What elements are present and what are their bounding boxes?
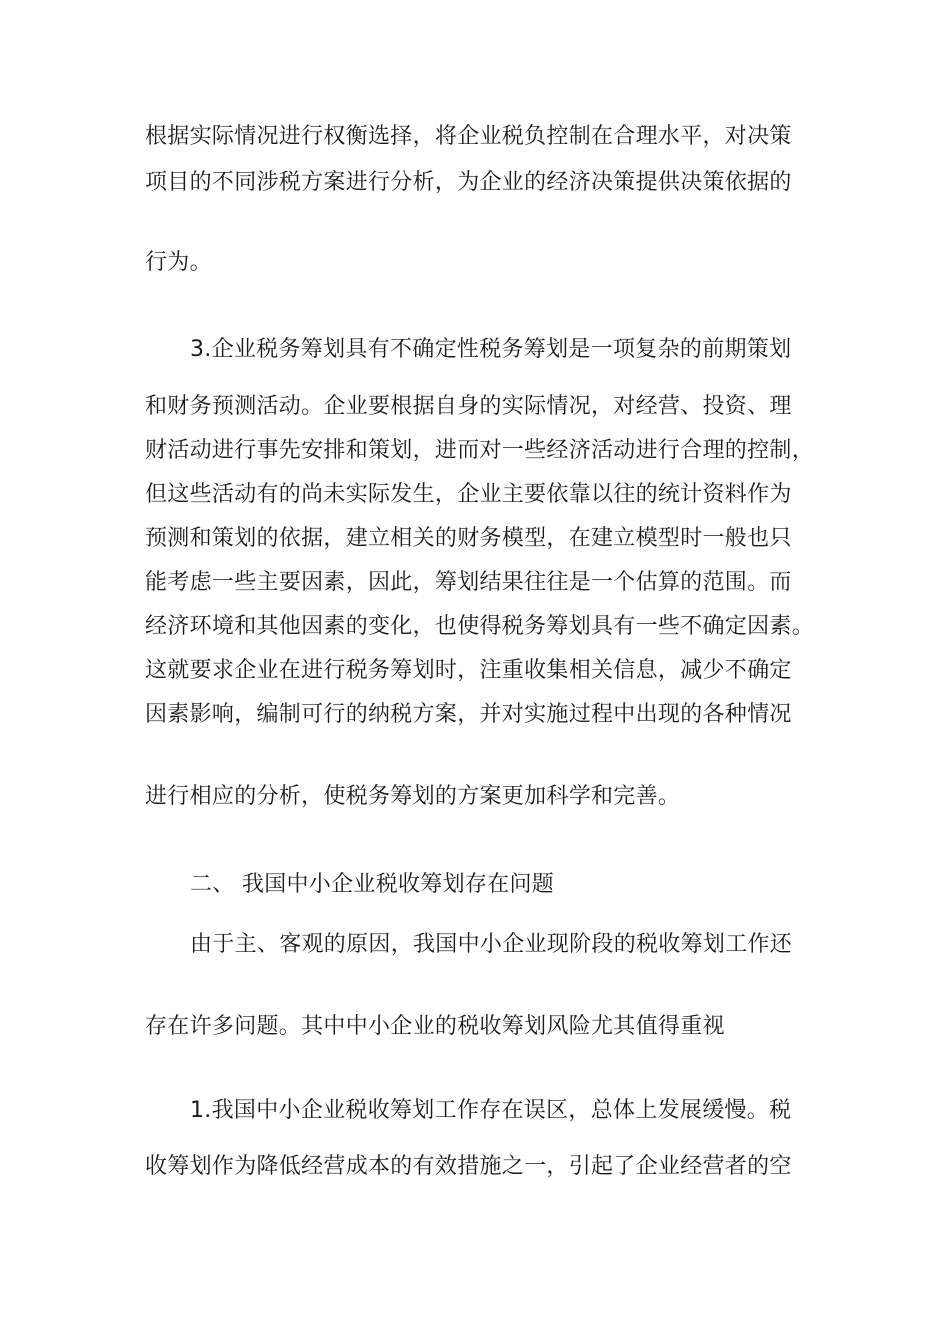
paragraph-2-line-1: 3.企业税务筹划具有不确定性税务筹划是一项复杂的前期策划 [190,337,792,362]
section-heading: 二、 我国中小企业税收筹划存在问题 [190,872,555,897]
paragraph-2-line-10: 进行相应的分析，使税务筹划的方案更加科学和完善。 [145,784,681,809]
paragraph-2-line-5: 预测和策划的依据，建立相关的财务模型，在建立模型时一般也只 [145,526,792,551]
paragraph-2-line-8: 这就要求企业在进行税务筹划时，注重收集相关信息，减少不确定 [145,658,792,683]
paragraph-1-line-3: 行为。 [145,250,212,275]
paragraph-1-line-2: 项目的不同涉税方案进行分析，为企业的经济决策提供决策依据的 [145,170,792,195]
paragraph-4-line-2: 收筹划作为降低经营成本的有效措施之一，引起了企业经营者的空 [145,1154,792,1179]
paragraph-2-line-4: 但这些活动有的尚未实际发生，企业主要依靠以往的统计资料作为 [145,482,792,507]
paragraph-2-line-7: 经济环境和其他因素的变化，也使得税务筹划具有一些不确定因素。 [145,614,815,639]
paragraph-4-line-1: 1.我国中小企业税收筹划工作存在误区，总体上发展缓慢。税 [190,1098,792,1123]
paragraph-2-line-2: 和财务预测活动。企业要根据自身的实际情况，对经营、投资、理 [145,394,792,419]
paragraph-2-line-3: 财活动进行事先安排和策划，进而对一些经济活动进行合理的控制， [145,438,815,463]
paragraph-2-line-6: 能考虑一些主要因素，因此，筹划结果往往是一个估算的范围。而 [145,570,792,595]
paragraph-2-line-9: 因素影响，编制可行的纳税方案，并对实施过程中出现的各种情况 [145,702,792,727]
paragraph-1-line-1: 根据实际情况进行权衡选择，将企业税负控制在合理水平，对决策 [145,124,792,149]
paragraph-3-line-2: 存在许多问题。其中中小企业的税收筹划风险尤其值得重视 [145,1014,725,1039]
paragraph-3-line-1: 由于主、客观的原因，我国中小企业现阶段的税收筹划工作还 [190,932,793,957]
